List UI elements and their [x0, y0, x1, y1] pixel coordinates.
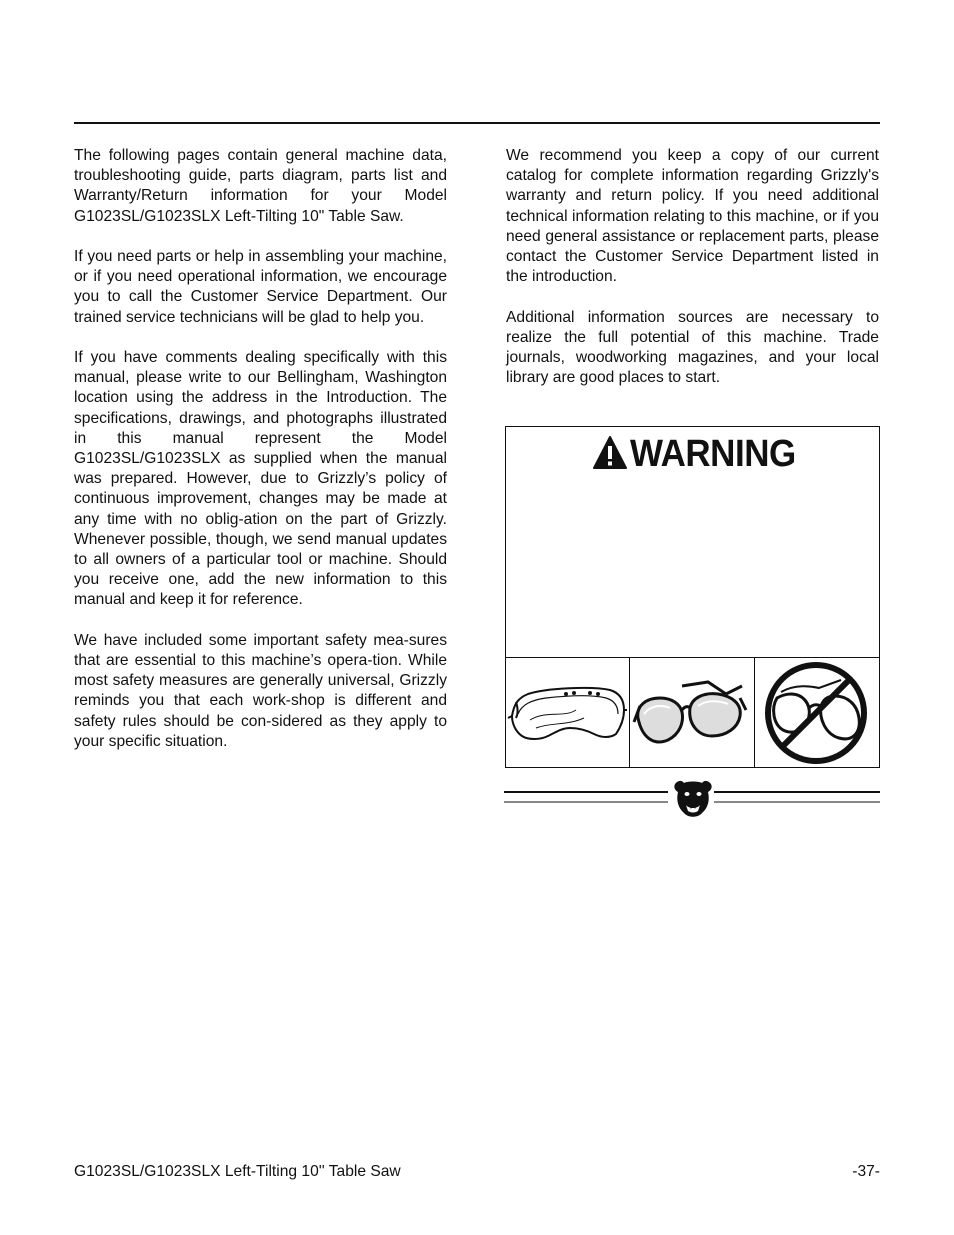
right-paragraph-2: Additional information sources are necessary to realize the full potential of this machine. Trade journals, woodworking magazines, and your local library are good places to start. — [506, 308, 879, 387]
warning-header — [506, 431, 879, 475]
safety-goggles-cell — [506, 658, 630, 768]
warning-triangle-icon — [592, 435, 628, 471]
eyewear-image-row — [506, 657, 879, 768]
left-column — [74, 146, 447, 772]
right-column — [506, 146, 879, 409]
warning-box — [505, 426, 880, 768]
left-paragraph-1: The following pages contain general machine data, troubleshooting guide, parts diagram, parts list and Warranty/Return information for your Model G1023SL/G1023SLX Left-Tilting 10" Table Saw. — [74, 147, 447, 225]
no-regular-glasses-cell — [755, 658, 879, 768]
safety-glasses-icon — [630, 658, 754, 768]
safety-goggles-icon — [506, 658, 629, 768]
safety-glasses-cell — [630, 658, 755, 768]
grizzly-bear-logo-icon — [674, 781, 711, 817]
no-regular-glasses-icon — [755, 658, 879, 768]
top-rule — [74, 122, 880, 124]
left-paragraph-2: If you need parts or help in assembling your machine, or if you need operational information, we encourage you to call the Customer Service Department. Our trained service technicians will be glad to help you. — [74, 248, 447, 326]
right-paragraph-1: We recommend you keep a copy of our current catalog for complete information regarding Grizzly's warranty and return policy. If you need additional technical information relating to this machine, or if you need general assistance or replacement parts, please contact the Customer Service Department listed in the introduction. — [506, 147, 879, 286]
left-paragraph-3: If you have comments dealing specifically with this manual, please write to our Bellingham, Washington location using the address in the Introduction. The specifications, drawings, and photographs illustrated in this manual represent the Model G1023SL/G1023SLX as supplied when the manual was prepared. However, due to Grizzly’s policy of continuous improvement, changes may be made at any time with no oblig-ation on the part of Grizzly. Whenever possible, though, we send manual updates to all owners of a particular tool or machine. Should you receive one, add the new information to this manual and keep it for reference. — [74, 349, 447, 609]
section-divider — [504, 778, 880, 822]
footer-title: G1023SL/G1023SLX Left-Tilting 10'' Table Saw — [74, 1163, 401, 1180]
left-paragraph-4: We have included some important safety mea-sures that are essential to this machine’s opera-tion. While most safety measures are generally universal, Grizzly reminds you that each work-shop is different and safety rules should be con-sidered as they apply to your specific situation. — [74, 631, 447, 750]
page-number: -37- — [852, 1163, 880, 1180]
warning-title: WARNING — [630, 433, 796, 475]
